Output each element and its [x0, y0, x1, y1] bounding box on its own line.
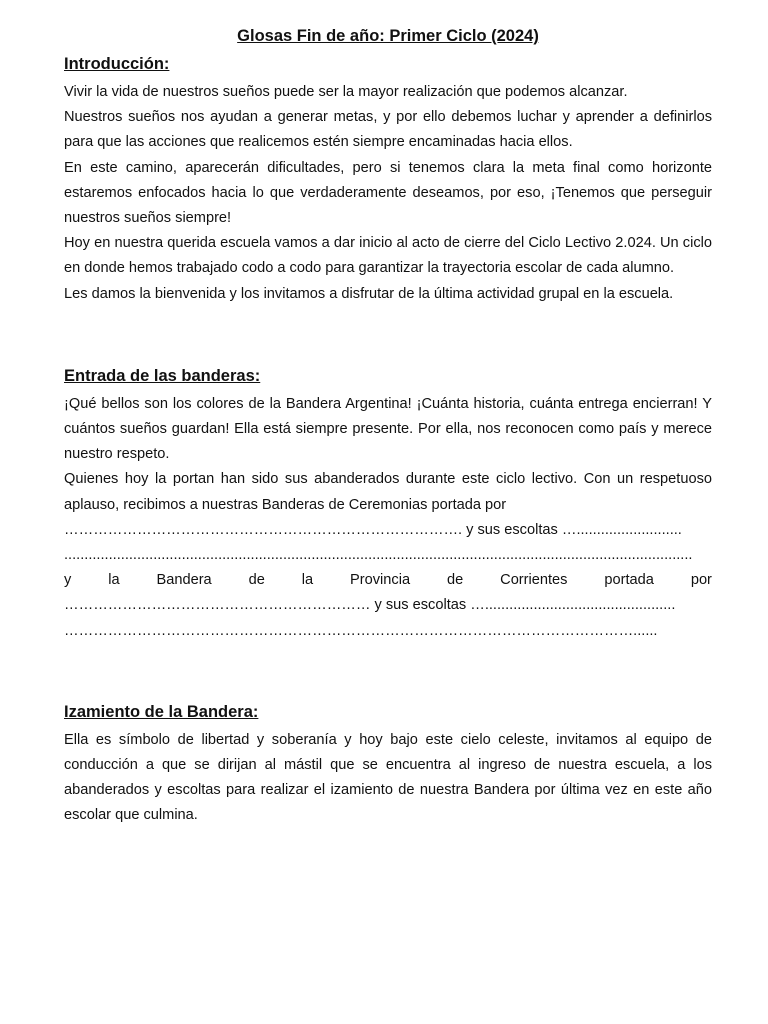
province-line-word: por — [690, 572, 712, 589]
flags-entry-paragraph: Quienes hoy la portan han sido sus abanderados durante este ciclo lectivo. Con un respetuoso aplauso, recibimos a nuestras Banderas de Ceremonias portada por — [64, 471, 712, 513]
province-flag-line — [64, 568, 712, 593]
section-spacer — [64, 644, 712, 700]
section-spacer — [64, 307, 712, 364]
province-line-word: de — [447, 572, 464, 589]
province-line-word: portada — [604, 572, 654, 589]
intro-heading: Introducción: — [64, 55, 170, 73]
document-page — [64, 24, 712, 829]
intro-paragraph: Hoy en nuestra querida escuela vamos a dar inicio al acto de cierre del Ciclo Lectivo 2.024. Un ciclo en donde hemos trabajado codo a codo para garantizar la trayectoria escolar de cada alumno. — [64, 235, 712, 277]
blank-fill-line: ........................................................................................................................................................... — [64, 547, 693, 564]
province-line-word: la — [108, 572, 120, 589]
province-line-word: y — [64, 572, 72, 589]
intro-paragraph: Vivir la vida de nuestros sueños puede ser la mayor realización que podemos alcanzar. — [64, 84, 628, 100]
blank-fill-line: ……………………………………………………… y sus escoltas …............................................... — [64, 597, 676, 614]
flags-entry-section — [64, 364, 712, 644]
intro-paragraph: En este camino, aparecerán dificultades, pero si tenemos clara la meta final como horizonte estaremos enfocados hacia lo que verdaderamente deseamos, por eso, ¡Tenemos que perseguir nuestros sueños siempre! — [64, 159, 712, 227]
flags-entry-heading: Entrada de las banderas: — [64, 366, 261, 385]
intro-paragraph: Nuestros sueños nos ayudan a generar metas, y por ello debemos luchar y aprender a definirlos para que las acciones que realicemos estén siempre encaminadas hacia ellos. — [64, 109, 712, 151]
intro-paragraph: Les damos la bienvenida y los invitamos a disfrutar de la última actividad grupal en la escuela. — [64, 285, 674, 302]
flag-raising-paragraph: Ella es símbolo de libertad y soberanía y hoy bajo este cielo celeste, invitamos al equipo de conducción a que se dirijan al mástil que se encuentra al ingreso de nuestra escuela, a los abanderados y escoltas para realizar el izamiento de nuestra Bandera por última vez en este año escolar que culmina. — [64, 731, 712, 824]
blank-fill-line: ………………………………………………………………………. y sus escoltas ….......................... — [64, 521, 682, 538]
flag-raising-heading: Izamiento de la Bandera: — [64, 702, 259, 721]
intro-section — [64, 52, 712, 307]
document-title: Glosas Fin de año: Primer Ciclo (2024) — [237, 27, 539, 45]
province-line-word: Corrientes — [500, 572, 568, 589]
province-line-word: Bandera — [156, 572, 212, 589]
blank-fill-line: ………………………………………………………………………………………………………...... — [64, 622, 658, 639]
province-line-word: la — [301, 572, 314, 589]
flag-raising-section — [64, 700, 712, 829]
province-line-word: de — [248, 572, 265, 589]
province-line-word: Provincia — [350, 572, 411, 589]
flags-entry-paragraph: ¡Qué bellos son los colores de la Bandera Argentina! ¡Cuánta historia, cuánta entrega encierran! Y cuántos sueños guardan! Ella está siempre presente. Por ella, nos reconocen como país y merece nuestro respeto. — [64, 395, 712, 463]
